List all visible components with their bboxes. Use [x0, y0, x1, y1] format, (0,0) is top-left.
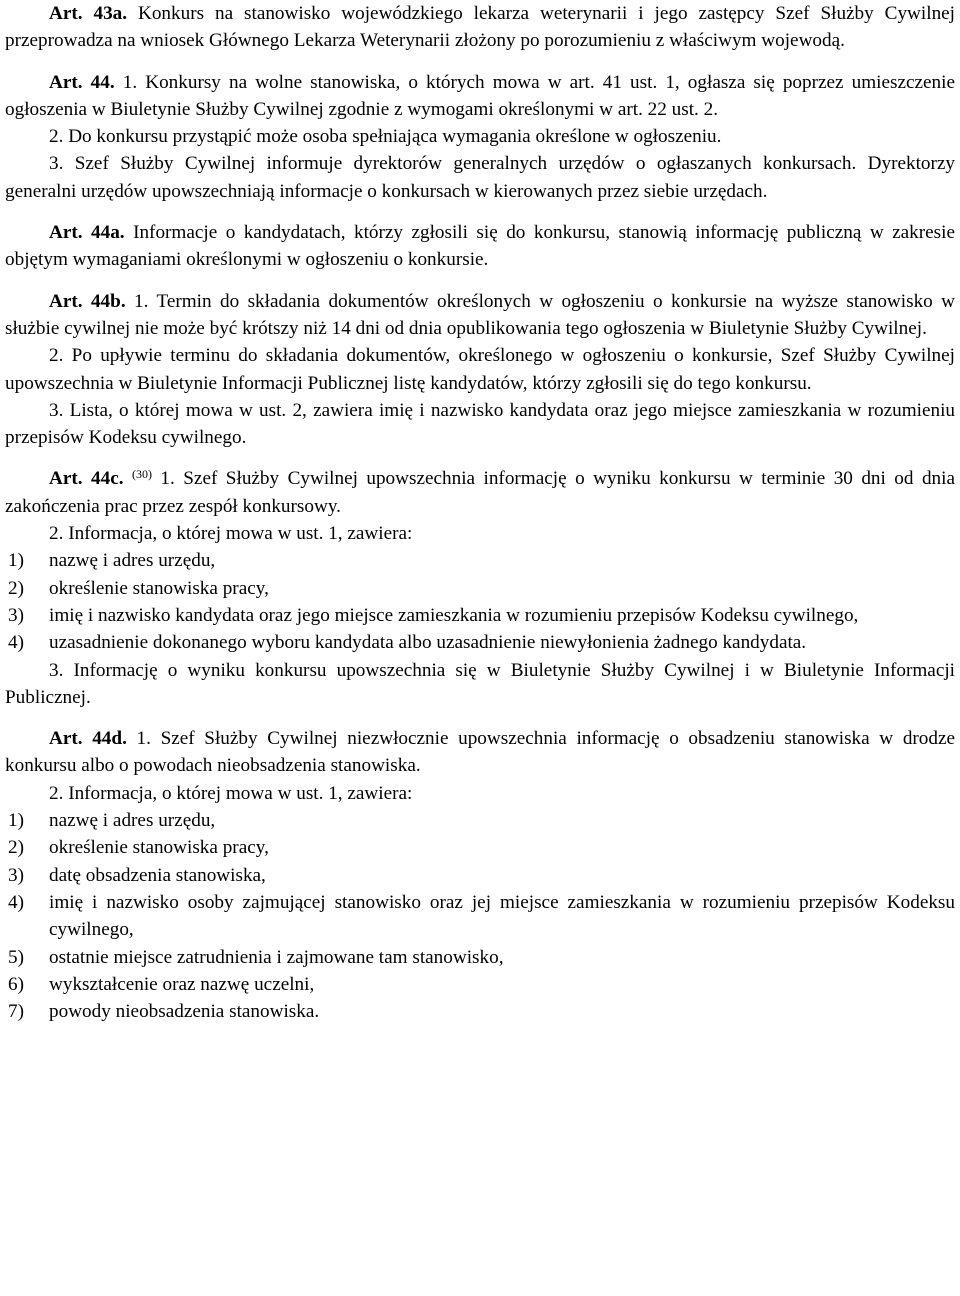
art44d-list	[5, 807, 955, 1025]
list-item-text: powody nieobsadzenia stanowiska.	[49, 1001, 320, 1023]
list-item-number: 7)	[8, 1001, 24, 1023]
art43a-label: Art. 43a.	[49, 3, 128, 24]
art44b-label: Art. 44b.	[49, 290, 126, 312]
list-item	[5, 998, 955, 1025]
article-43a	[5, 0, 955, 55]
list-item	[5, 862, 955, 889]
art44-label: Art. 44.	[49, 71, 115, 93]
list-item-number: 2)	[8, 577, 24, 599]
art44c-para-1	[5, 465, 955, 520]
list-item	[5, 834, 955, 861]
art44b-text-1: 1. Termin do składania dokumentów określonych w ogłoszeniu o konkursie na wyższe stanowisko w służbie cywilnej nie może być krótszy niż 14 dni od dnia opublikowania tego ogłoszenia w Biuletynie Służby Cywilnej.	[5, 290, 956, 339]
article-44	[5, 69, 955, 205]
list-item-number: 6)	[8, 973, 24, 995]
art44c-label: Art. 44c.	[49, 468, 124, 490]
list-item	[5, 575, 955, 602]
list-item-text: nazwę i adres urzędu,	[49, 550, 216, 572]
list-item	[5, 807, 955, 834]
art44-para-1	[5, 69, 955, 124]
list-item	[5, 629, 955, 656]
list-item-text: nazwę i adres urzędu,	[49, 810, 216, 832]
art44d-para-1	[5, 725, 955, 780]
article-44d	[5, 725, 955, 1025]
art43a-text: Konkurs na stanowisko wojewódzkiego lekarza weterynarii i jego zastępcy Szef Służby Cywilnej przeprowadza na wniosek Głównego Lekarza Weterynarii złożony po porozumieniu z właściwym wojewodą.	[5, 3, 956, 52]
list-item	[5, 944, 955, 971]
art44-para-3: 3. Szef Służby Cywilnej informuje dyrektorów generalnych urzędów o ogłaszanych konkursach. Dyrektorzy generalni urzędów upowszechniają informacje o konkursach w kierowanych przez siebie urzędach.	[5, 153, 955, 202]
art44d-para-2: 2. Informacja, o której mowa w ust. 1, zawiera:	[49, 782, 413, 804]
list-item-text: wykształcenie oraz nazwę uczelni,	[49, 973, 315, 995]
list-item-number: 3)	[8, 864, 24, 886]
list-item-text: uzasadnienie dokonanego wyboru kandydata albo uzasadnienie niewyłonienia żadnego kandydata.	[49, 632, 807, 654]
list-item-number: 4)	[8, 632, 24, 654]
art44-text-1: 1. Konkursy na wolne stanowiska, o których mowa w art. 41 ust. 1, ogłasza się poprzez umieszczenie ogłoszenia w Biuletynie Służby Cywilnej zgodnie z wymogami określonymi w art. 22 ust. 2.	[5, 71, 955, 120]
list-item	[5, 971, 955, 998]
article-44c	[5, 465, 955, 711]
list-item-text: określenie stanowiska pracy,	[49, 837, 269, 859]
art44b-para-3: 3. Lista, o której mowa w ust. 2, zawiera imię i nazwisko kandydata oraz jego miejsce zamieszkania w rozumieniu przepisów Kodeksu cywilnego.	[5, 399, 955, 449]
art44c-para-3: 3. Informację o wyniku konkursu upowszechnia się w Biuletynie Służby Cywilnej i w Biuletynie Informacji Publicznej.	[5, 659, 955, 708]
art44c-text-1: 1. Szef Służby Cywilnej upowszechnia informację o wyniku konkursu w terminie 30 dni od dnia zakończenia prac przez zespół konkursowy.	[5, 468, 955, 517]
list-item	[5, 889, 955, 944]
document-page	[5, 0, 955, 1025]
list-item-number: 1)	[8, 810, 24, 832]
art44c-list	[5, 547, 955, 656]
list-item	[5, 547, 955, 574]
list-item-number: 2)	[8, 837, 24, 859]
footnote-marker: (30)	[131, 467, 152, 482]
art43a-paragraph	[5, 0, 955, 55]
article-44a	[5, 219, 955, 274]
list-item-number: 5)	[8, 946, 24, 968]
art44a-paragraph	[5, 219, 955, 274]
art44b-para-2: 2. Po upływie terminu do składania dokumentów, określonego w ogłoszeniu o konkursie, Szef Służby Cywilnej upowszechnia w Biuletynie Informacji Publicznej listę kandydatów, którzy zgłosili się do tego konkursu.	[5, 345, 955, 394]
list-item-number: 1)	[8, 550, 24, 572]
art44c-para-2: 2. Informacja, o której mowa w ust. 1, zawiera:	[49, 523, 413, 545]
art44a-text: Informacje o kandydatach, którzy zgłosili się do konkursu, stanowią informację publiczną w zakresie objętym wymaganiami określonymi w ogłoszeniu o konkursie.	[5, 222, 955, 271]
list-item-number: 4)	[8, 891, 24, 913]
list-item-text: imię i nazwisko osoby zajmującej stanowisko oraz jej miejsce zamieszkania w rozumieniu przepisów Kodeksu cywilnego,	[49, 891, 955, 941]
list-item-number: 3)	[8, 604, 24, 626]
art44d-text-1: 1. Szef Służby Cywilnej niezwłocznie upowszechnia informację o obsadzeniu stanowiska w drodze konkursu albo o powodach nieobsadzenia stanowiska.	[5, 728, 956, 777]
art44a-label: Art. 44a.	[49, 222, 125, 244]
list-item	[5, 602, 955, 629]
article-44b	[5, 288, 955, 452]
art44b-para-1	[5, 288, 955, 343]
list-item-text: ostatnie miejsce zatrudnienia i zajmowane tam stanowisko,	[49, 946, 504, 968]
art44-para-2: 2. Do konkursu przystąpić może osoba spełniająca wymagania określone w ogłoszeniu.	[49, 126, 722, 148]
list-item-text: imię i nazwisko kandydata oraz jego miejsce zamieszkania w rozumieniu przepisów Kodeksu cywilnego,	[49, 604, 859, 626]
list-item-text: datę obsadzenia stanowiska,	[49, 864, 266, 886]
art44d-label: Art. 44d.	[49, 728, 127, 750]
list-item-text: określenie stanowiska pracy,	[49, 577, 269, 599]
